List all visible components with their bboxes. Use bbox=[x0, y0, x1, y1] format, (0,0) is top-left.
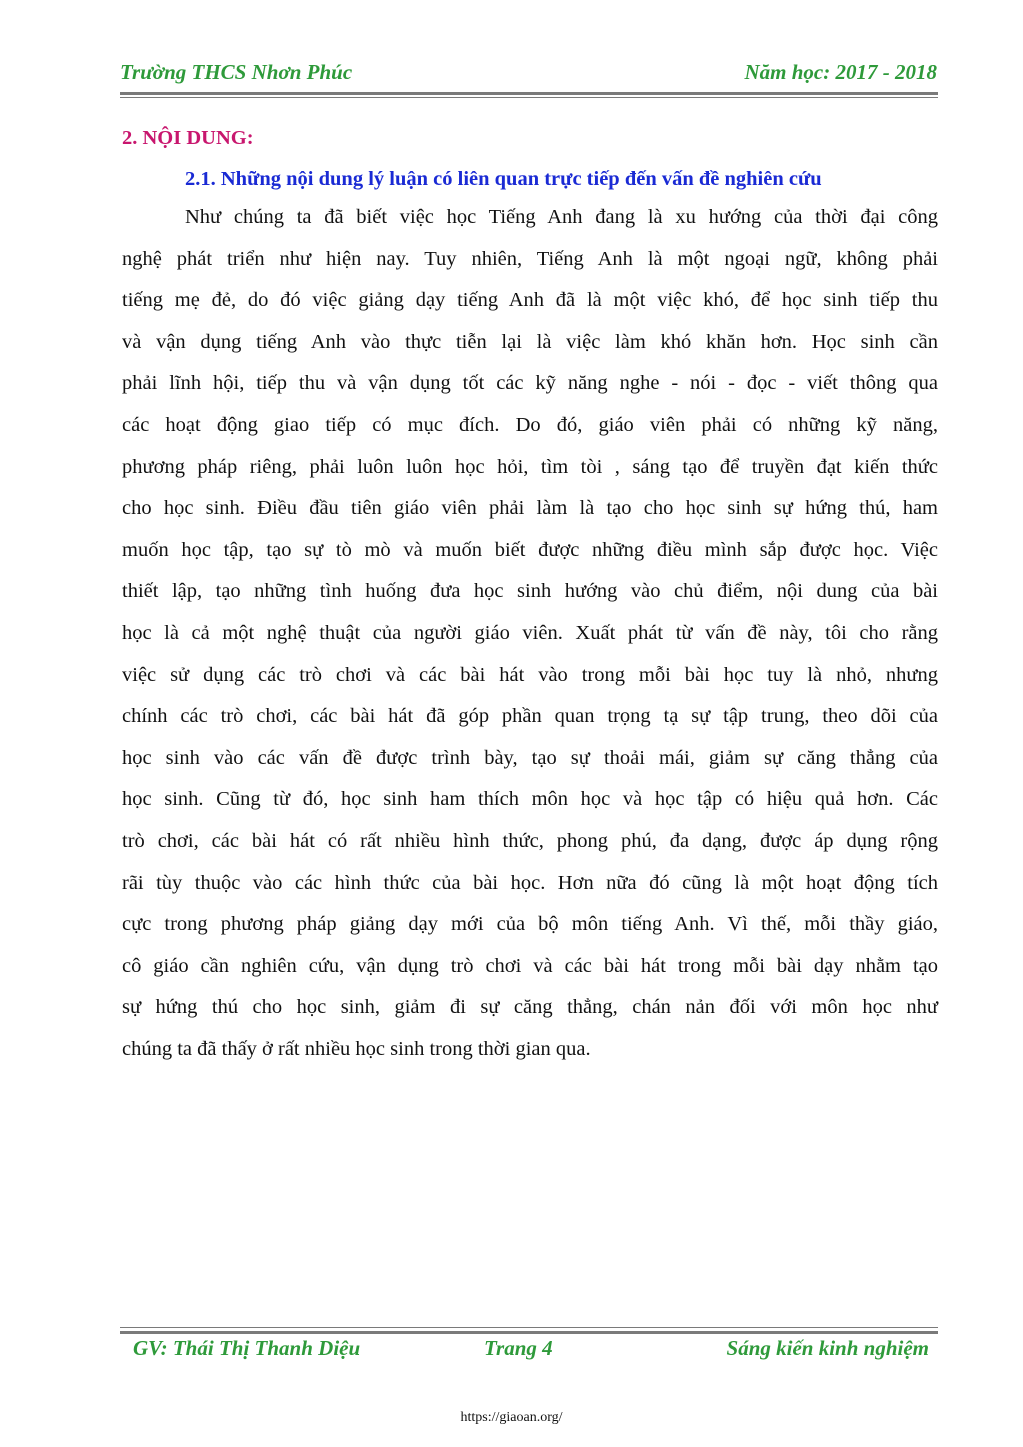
source-url: https://giaoan.org/ bbox=[460, 1410, 563, 1425]
body-line: phải lĩnh hội, tiếp thu và vận dụng tốt các kỹ năng nghe - nói - đọc - viết thông qua bbox=[122, 372, 938, 395]
body-line: học sinh. Cũng từ đó, học sinh ham thích môn học và học tập có hiệu quả hơn. Các bbox=[122, 788, 938, 811]
body-line: muốn học tập, tạo sự tò mò và muốn biết được những điều mình sắp được học. Việc bbox=[122, 538, 938, 561]
body-line: và vận dụng tiếng Anh vào thực tiễn lại là việc làm khó khăn hơn. Học sinh cần bbox=[122, 330, 938, 353]
footer-author: GV: Thái Thị Thanh Diệu bbox=[133, 1336, 361, 1360]
body-line: tiếng mẹ đẻ, do đó việc giảng dạy tiếng Anh đã là một việc khó, để học sinh tiếp thu bbox=[122, 289, 938, 312]
footer-rule-thin bbox=[120, 1327, 938, 1328]
header-rule bbox=[120, 92, 938, 95]
body-line: trò chơi, các bài hát có rất nhiều hình thức, phong phú, đa dạng, được áp dụng rộng bbox=[122, 829, 938, 852]
body-line: phương pháp riêng, phải luôn luôn học hỏi, tìm tòi , sáng tạo để truyền đạt kiến thức bbox=[122, 455, 938, 478]
body-line: học sinh vào các vấn đề được trình bày, tạo sự thoải mái, giảm sự căng thẳng của bbox=[122, 746, 938, 769]
body-paragraph bbox=[122, 197, 938, 1070]
body-line: việc sử dụng các trò chơi và các bài hát vào trong mỗi bài học tuy là nhỏ, nhưng bbox=[122, 663, 938, 686]
body-line: sự hứng thú cho học sinh, giảm đi sự căng thẳng, chán nản đối với môn học như bbox=[122, 996, 938, 1019]
section-title: 2. NỘI DUNG: bbox=[122, 127, 254, 149]
body-line: chúng ta đã thấy ở rất nhiều học sinh trong thời gian qua. bbox=[122, 1037, 591, 1060]
header-year: Năm học: 2017 - 2018 bbox=[744, 60, 937, 84]
footer-page-number: Trang 4 bbox=[484, 1336, 553, 1360]
body-line: chính các trò chơi, các bài hát đã góp phần quan trọng tạ sự tập trung, theo dõi của bbox=[122, 705, 938, 728]
body-line: cô giáo cần nghiên cứu, vận dụng trò chơi và các bài hát trong mỗi bài dạy nhằm tạo bbox=[122, 954, 938, 977]
header-school: Trường THCS Nhơn Phúc bbox=[120, 60, 353, 84]
body-line: cho học sinh. Điều đầu tiên giáo viên phải làm là tạo cho học sinh sự hứng thú, ham bbox=[122, 497, 938, 520]
subsection-title: 2.1. Những nội dung lý luận có liên quan trực tiếp đến vấn đề nghiên cứu bbox=[185, 168, 822, 190]
body-line: rãi tùy thuộc vào các hình thức của bài học. Hơn nữa đó cũng là một hoạt động tích bbox=[122, 871, 938, 894]
body-line: cực trong phương pháp giảng dạy mới của bộ môn tiếng Anh. Vì thế, mỗi thầy giáo, bbox=[122, 913, 938, 936]
header-rule-thin bbox=[120, 97, 938, 98]
body-line: các hoạt động giao tiếp có mục đích. Do đó, giáo viên phải có những kỹ năng, bbox=[122, 413, 938, 436]
body-line: nghệ phát triển như hiện nay. Tuy nhiên, Tiếng Anh là một ngoại ngữ, không phải bbox=[122, 247, 938, 270]
body-line: Như chúng ta đã biết việc học Tiếng Anh đang là xu hướng của thời đại công bbox=[185, 206, 938, 228]
body-line: học là cả một nghệ thuật của người giáo viên. Xuất phát từ vấn đề này, tôi cho rằng bbox=[122, 621, 938, 644]
footer-doc-type: Sáng kiến kinh nghiệm bbox=[726, 1336, 929, 1360]
footer-rule bbox=[120, 1331, 938, 1334]
body-line: thiết lập, tạo những tình huống đưa học sinh hướng vào chủ điểm, nội dung của bài bbox=[122, 580, 938, 603]
